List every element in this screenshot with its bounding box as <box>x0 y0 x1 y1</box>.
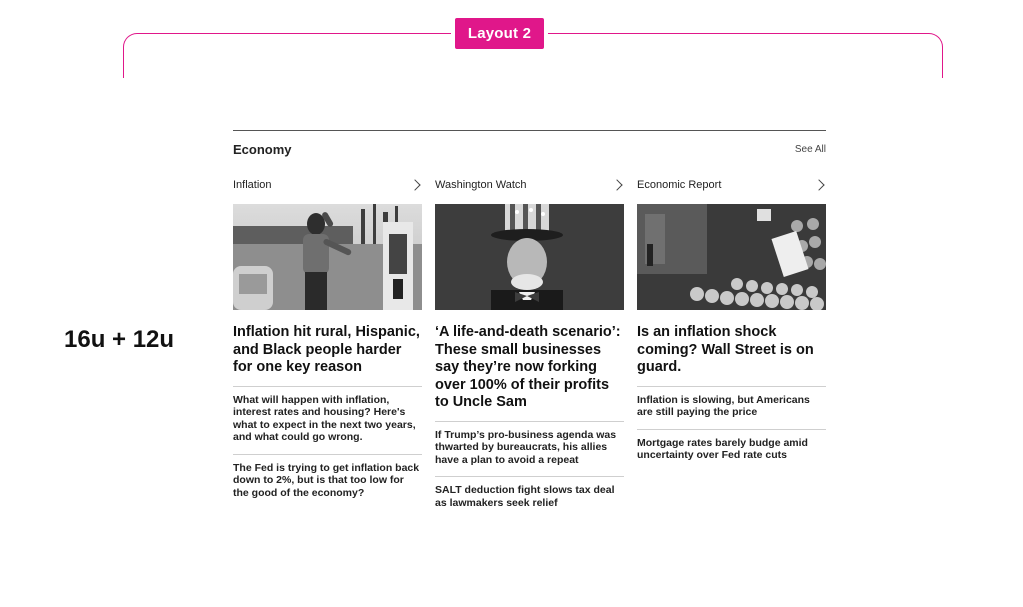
story-link[interactable]: SALT deduction fight slows tax deal as lawmakers seek relief <box>435 476 624 509</box>
lead-headline[interactable]: Is an inflation shock coming? Wall Street is on guard. <box>637 324 814 375</box>
chevron-right-icon[interactable] <box>813 179 824 190</box>
lead-headline[interactable]: Inflation hit rural, Hispanic, and Black people harder for one key reason <box>233 324 420 375</box>
column-header[interactable] <box>233 177 422 193</box>
column-label[interactable]: Washington Watch <box>435 179 527 191</box>
column-label[interactable]: Inflation <box>233 179 272 191</box>
column-header[interactable] <box>637 177 826 193</box>
column-inflation <box>233 177 422 499</box>
story-link[interactable]: If Trump’s pro-business agenda was thwarted by bureaucrats, his allies have a plan to avoid a repeat <box>435 421 624 467</box>
layout-label-badge: Layout 2 <box>451 14 548 53</box>
story-link[interactable]: Mortgage rates barely budge amid uncertainty over Fed rate cuts <box>637 429 826 462</box>
column-label[interactable]: Economic Report <box>637 179 722 191</box>
uncle-sam-photo[interactable] <box>435 204 624 310</box>
column-economic-report <box>637 177 826 462</box>
see-all-link[interactable]: See All <box>794 143 826 155</box>
column-washington-watch <box>435 177 624 509</box>
economy-module <box>233 130 826 509</box>
story-link[interactable]: What will happen with inflation, interest rates and housing? Here's what to expect in the next two years, and what could go wrong. <box>233 386 422 444</box>
column-header[interactable] <box>435 177 624 193</box>
lead-headline[interactable]: ‘A life-and-death scenario’: These small businesses say they’re now forking over 100% of their profits to Uncle Sam <box>435 324 621 410</box>
module-divider <box>233 130 826 131</box>
man-pumping-gas-photo[interactable] <box>233 204 422 310</box>
market-produce-photo[interactable] <box>637 204 826 310</box>
story-link[interactable]: The Fed is trying to get inflation back down to 2%, but is that too low for the good of the economy? <box>233 454 422 500</box>
story-link[interactable]: Inflation is slowing, but Americans are still paying the price <box>637 386 826 419</box>
module-title[interactable]: Economy <box>233 141 292 157</box>
grid-spec-label: 16u + 12u <box>64 326 175 353</box>
chevron-right-icon[interactable] <box>409 179 420 190</box>
chevron-right-icon[interactable] <box>611 179 622 190</box>
module-header <box>233 140 826 158</box>
